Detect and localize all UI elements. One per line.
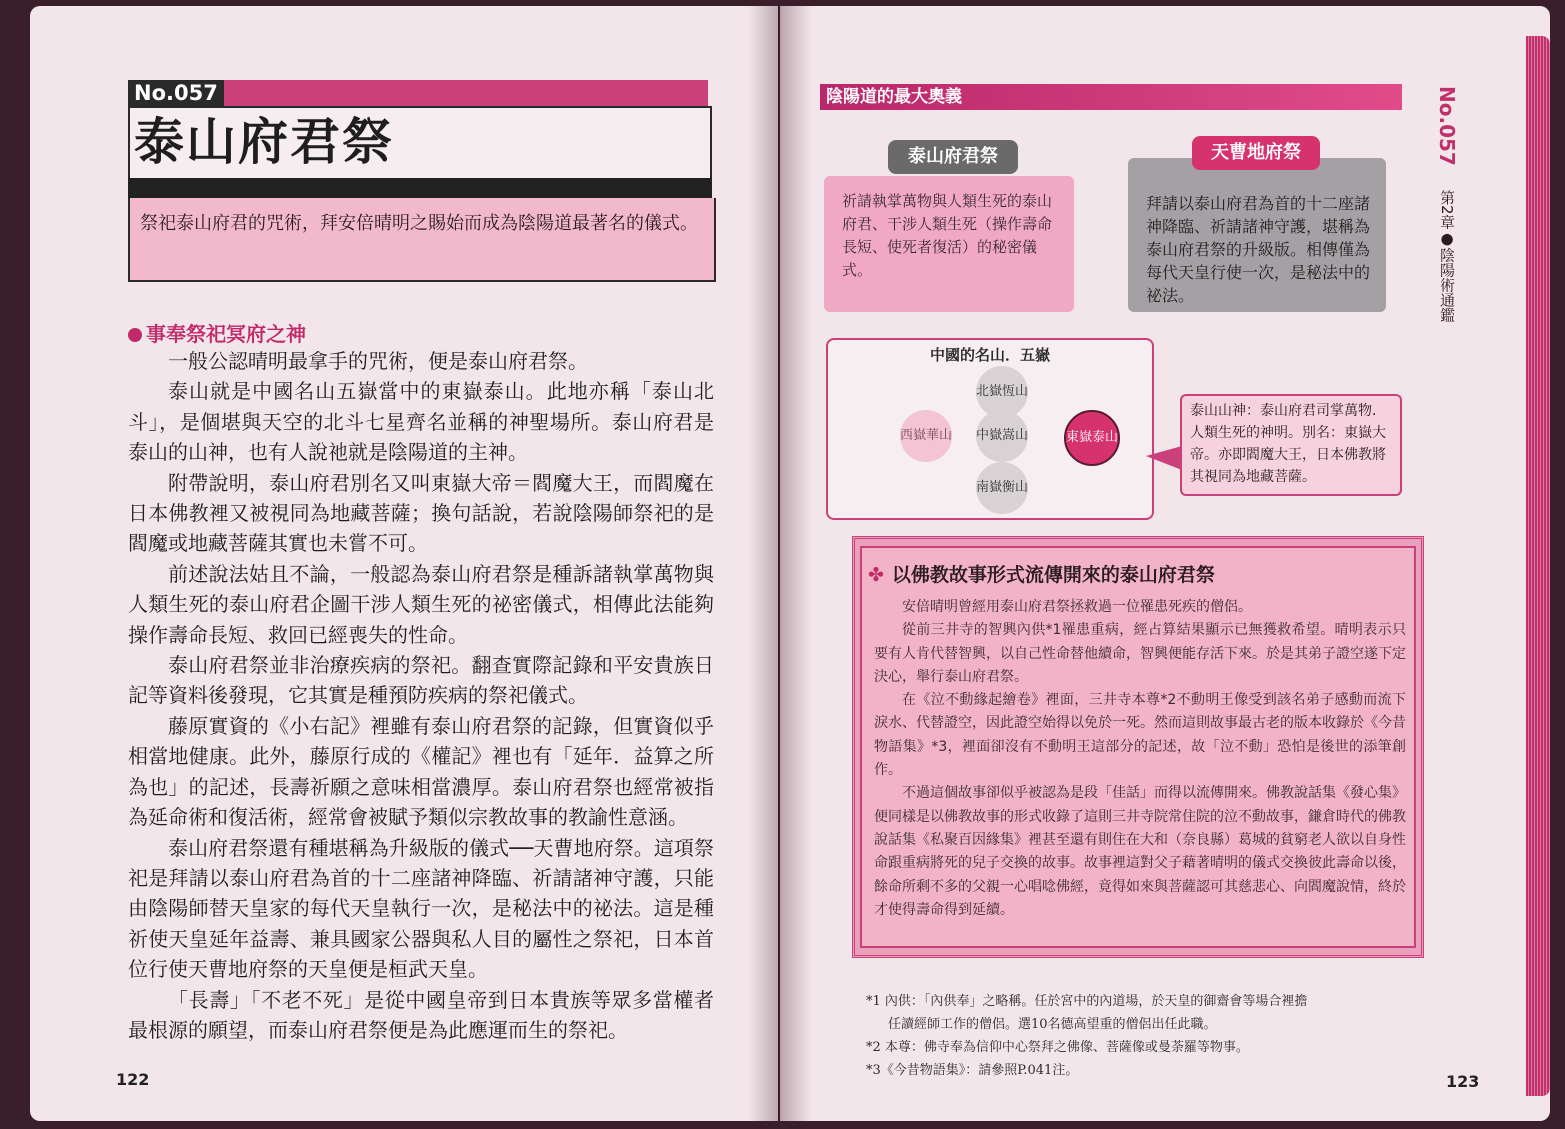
taizan-callout: 泰山山神：泰山府君司掌萬物．人類生死的神明。別名：東嶽大帝。亦即閻魔大王，日本佛教將其視同為地藏菩薩。 [1180, 394, 1402, 496]
taizan-box-tag: 泰山府君祭 [888, 140, 1018, 174]
mountain-west: 西嶽華山 [900, 410, 952, 462]
side-chapter-label: 第2章●陰陽術通鑑 [1438, 190, 1456, 323]
entry-number: No.057 [128, 80, 224, 106]
body-text [128, 346, 714, 1045]
paragraph: 前述說法姑且不論，一般認為泰山府君祭是種訴諸執掌萬物與人類生死的泰山府君企圖干涉人類生死的祕密儀式，相傳此法能夠操作壽命長短、救回已經喪失的性命。 [128, 561, 714, 647]
page-title: 泰山府君祭 [134, 112, 394, 171]
tensou-box-text: 拜請以泰山府君為首的十二座諸神降臨、祈請諸神守護，堪稱為泰山府君祭的升級版。相傳僅為每代天皇行使一次，是秘法中的祕法。 [1146, 194, 1371, 305]
mountain-north: 北嶽恆山 [976, 366, 1028, 418]
story-text [874, 596, 1406, 922]
page-number-left: 122 [116, 1070, 150, 1089]
diagram-title: 中國的名山．五嶽 [929, 346, 1050, 364]
paragraph: 「長壽」「不老不死」是從中國皇帝到日本貴族等眾多當權者最根源的願望，而泰山府君祭便是為此應運而生的祭祀。 [128, 987, 714, 1042]
mountain-east: 東嶽泰山 [1064, 410, 1120, 466]
paragraph: 泰山府君祭還有種堪稱為升級版的儀式──天曹地府祭。這項祭祀是拜請以泰山府君為首的十二座諸神降臨、祈請諸神守護，只能由陰陽師替天皇家的每代天皇執行一次，是秘法中的祕法。這是種祈使天皇延年益壽、兼具國家公器與私人目的屬性之祭祀，日本首位行使天曹地府祭的天皇便是桓武天皇。 [128, 835, 714, 982]
mountain-south: 南嶽衡山 [976, 462, 1028, 514]
paragraph: 泰山府君祭並非治療疾病的祭祀。翻查實際記錄和平安貴族日記等資料後發現，它其實是種預防疾病的祭祀儀式。 [128, 653, 714, 708]
story-heading-text: 以佛教故事形式流傳開來的泰山府君祭 [891, 564, 1215, 586]
story-paragraph: 不過這個故事卻似乎被認為是段「佳話」而得以流傳開來。佛教說話集《發心集》便同樣是以佛教故事的形式收錄了這則三井寺院常住院的泣不動故事，鎌倉時代的佛教說話集《私聚百因緣集》裡甚至還有則住在大和（奈良縣）葛城的貧窮老人欲以自身性命跟重病將死的兒子交換的故事。故事裡這對父子藉著晴明的儀式交換彼此壽命以後，餘命所剩不多的父親一心唱唸佛經，竟得如來與菩薩認可其慈悲心、向閻魔說情，終於才使得壽命得到延續。 [874, 785, 1406, 918]
story-heading [868, 560, 1215, 587]
story-paragraph: 安倍晴明曾經用泰山府君祭拯救過一位罹患死疾的僧侶。 [902, 599, 1252, 615]
bullet-dot-icon [128, 328, 142, 342]
section-heading-text: 事奉祭祀冥府之神 [146, 322, 306, 346]
flower-ornament-icon: ✤ [868, 564, 884, 586]
footnote: *1 內供：「內供奉」之略稱。任於宮中的內道場，於天皇的御齋會等場合裡擔 [866, 994, 1308, 1009]
callout-pointer [1146, 446, 1182, 470]
footnotes [866, 990, 1426, 1082]
section-heading [128, 318, 306, 347]
page-edges [1526, 36, 1550, 1096]
taizan-box-text: 祈請執掌萬物與人類生死的泰山府君、干涉人類生死（操作壽命長短、使死者復活）的秘密儀式。 [842, 192, 1053, 279]
book-gutter [748, 6, 812, 1121]
mountain-center: 中嶽嵩山 [976, 410, 1028, 462]
paragraph: 泰山就是中國名山五嶽當中的東嶽泰山。此地亦稱「泰山北斗」，是個堪與天空的北斗七星齊名並稱的神聖場所。泰山府君是泰山的山神，也有人說祂就是陰陽道的主神。 [128, 379, 714, 465]
tensou-box-tag: 天曹地府祭 [1192, 136, 1320, 170]
section-header: 陰陽道的最大奧義 [826, 87, 962, 107]
paragraph: 附帶說明，泰山府君別名又叫東嶽大帝＝閻魔大王，而閻魔在日本佛教裡又被視同為地藏菩薩；換句話說，若說陰陽師祭祀的是閻魔或地藏菩薩其實也未嘗不可。 [128, 470, 714, 556]
paragraph: 一般公認晴明最拿手的咒術，便是泰山府君祭。 [168, 349, 588, 373]
paragraph: 藤原實資的《小右記》裡雖有泰山府君祭的記錄，但實資似乎相當地健康。此外，藤原行成的《權記》裡也有「延年．益算之所為也」的記述，長壽祈願之意味相當濃厚。泰山府君祭也經常被指為延命術和復活術，經常會被賦予類似宗教故事的教諭性意涵。 [128, 713, 714, 830]
footnote: *2 本尊：佛寺奉為信仰中心祭拜之佛像、菩薩像或曼荼羅等物事。 [866, 1040, 1249, 1055]
side-entry-number: No.057 [1435, 86, 1459, 166]
footnote: 任讀經師工作的僧侶。選10名德高望重的僧侶出任此職。 [888, 1017, 1217, 1032]
story-paragraph: 從前三井寺的智興內供*1罹患重病，經占算結果顯示已無獲救希望。晴明表示只要有人肯代替智興，以自己性命替他續命，智興便能存活下來。於是其弟子證空遂下定決心，舉行泰山府君祭。 [874, 622, 1406, 685]
story-paragraph: 在《泣不動緣起繪卷》裡面，三井寺本尊*2不動明王像受到該名弟子感動而流下淚水、代替證空，因此證空始得以免於一死。然而這則故事最古老的版本收錄於《今昔物語集》*3，裡面卻沒有不動明王這部分的記述，故「泣不動」恐怕是後世的添筆創作。 [874, 692, 1406, 779]
title-underline-bar [128, 178, 712, 198]
footnote: *3《今昔物語集》：請參照P.041注。 [866, 1063, 1079, 1078]
summary-box: 祭祀泰山府君的咒術，拜安倍晴明之賜始而成為陰陽道最著名的儀式。 [128, 198, 716, 282]
page-number-right: 123 [1446, 1072, 1480, 1091]
